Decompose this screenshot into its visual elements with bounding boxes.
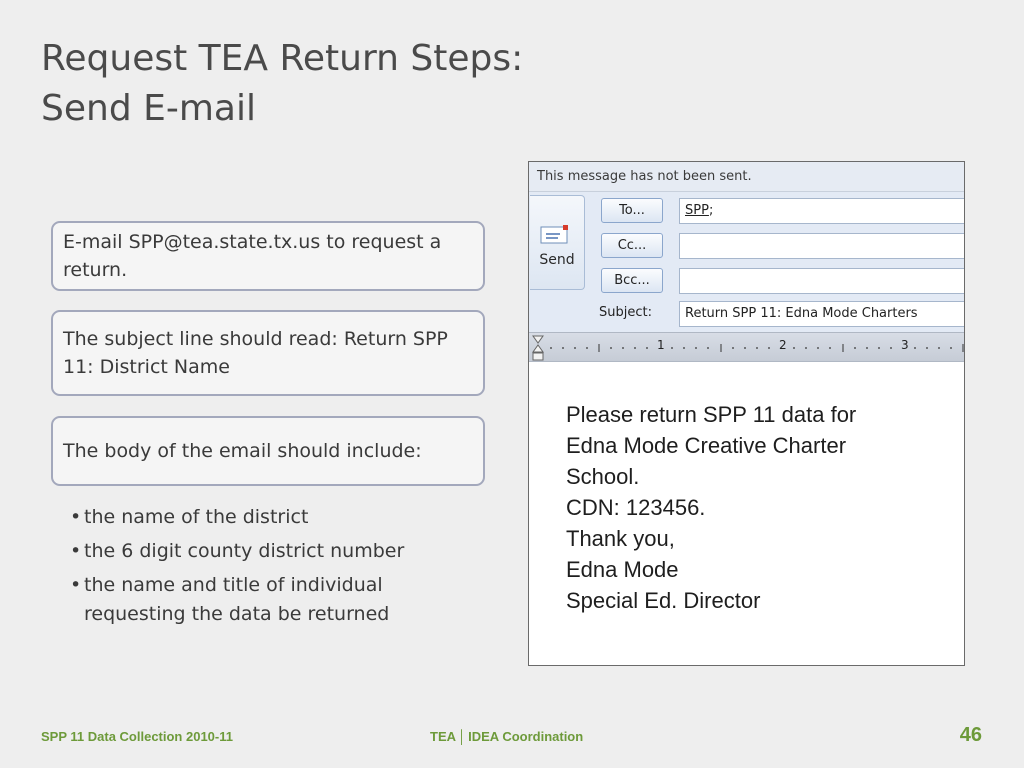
slide-title-line-1: Request TEA Return Steps: xyxy=(41,38,524,79)
ruler-number: 1 xyxy=(657,338,665,352)
body-line: School. xyxy=(566,464,640,489)
bcc-field[interactable] xyxy=(679,268,965,294)
send-label: Send xyxy=(539,252,575,268)
bullet-icon: • xyxy=(70,540,82,562)
slide-title-line-2: Send E-mail xyxy=(41,88,256,129)
body-line: Thank you, xyxy=(566,526,675,551)
cc-field[interactable] xyxy=(679,233,965,259)
step-box-email-address xyxy=(51,221,485,291)
body-line: Edna Mode xyxy=(566,557,679,582)
to-button[interactable]: To... xyxy=(601,198,663,223)
step-text: The body of the email should include: xyxy=(63,440,422,462)
ruler-number: 2 xyxy=(779,338,787,352)
subject-label: Subject: xyxy=(599,305,652,320)
ruler[interactable] xyxy=(529,332,965,362)
footer-organization xyxy=(430,729,583,744)
body-line: Special Ed. Director xyxy=(566,588,761,613)
unsent-info-bar: This message has not been sent. xyxy=(529,162,964,192)
to-recipient: SPP xyxy=(685,203,709,218)
list-item: • the name of the district xyxy=(70,503,490,532)
footer-org-tea: TEA xyxy=(430,729,456,744)
step-text: The subject line should read: Return SPP 11: District Name xyxy=(63,328,448,378)
ruler-ticks xyxy=(529,333,965,363)
cc-button[interactable]: Cc... xyxy=(601,233,663,258)
slide-title xyxy=(41,34,641,134)
email-body-text[interactable] xyxy=(566,399,956,616)
footer-collection-name: SPP 11 Data Collection 2010-11 xyxy=(41,729,233,744)
list-item: • the 6 digit county district number xyxy=(70,537,490,566)
email-compose-window xyxy=(528,161,965,666)
list-item: • the name and title of individual requesting the data be returned xyxy=(70,571,490,629)
step-box-email-body xyxy=(51,416,485,486)
bullet-icon: • xyxy=(70,506,82,528)
step-text: E-mail SPP@tea.state.tx.us to request a return. xyxy=(63,231,442,281)
subject-field[interactable]: Return SPP 11: Edna Mode Charters xyxy=(679,301,965,327)
indent-marker-icon xyxy=(533,336,543,360)
page-number: 46 xyxy=(959,724,982,746)
to-separator: ; xyxy=(708,203,714,218)
bcc-button[interactable]: Bcc... xyxy=(601,268,663,293)
body-line: CDN: 123456. xyxy=(566,495,706,520)
ruler-number: 3 xyxy=(901,338,909,352)
footer-separator: │ xyxy=(458,729,467,744)
body-requirements-list xyxy=(70,503,490,634)
body-line: Please return SPP 11 data for xyxy=(566,402,857,427)
to-field[interactable] xyxy=(679,198,965,224)
envelope-icon xyxy=(540,224,570,244)
email-header-area xyxy=(529,192,964,332)
step-box-subject-line xyxy=(51,310,485,396)
bullet-icon: • xyxy=(70,574,82,596)
body-line: Edna Mode Creative Charter xyxy=(566,433,847,458)
footer-org-idea: IDEA Coordination xyxy=(468,729,584,744)
send-button[interactable] xyxy=(530,195,585,290)
